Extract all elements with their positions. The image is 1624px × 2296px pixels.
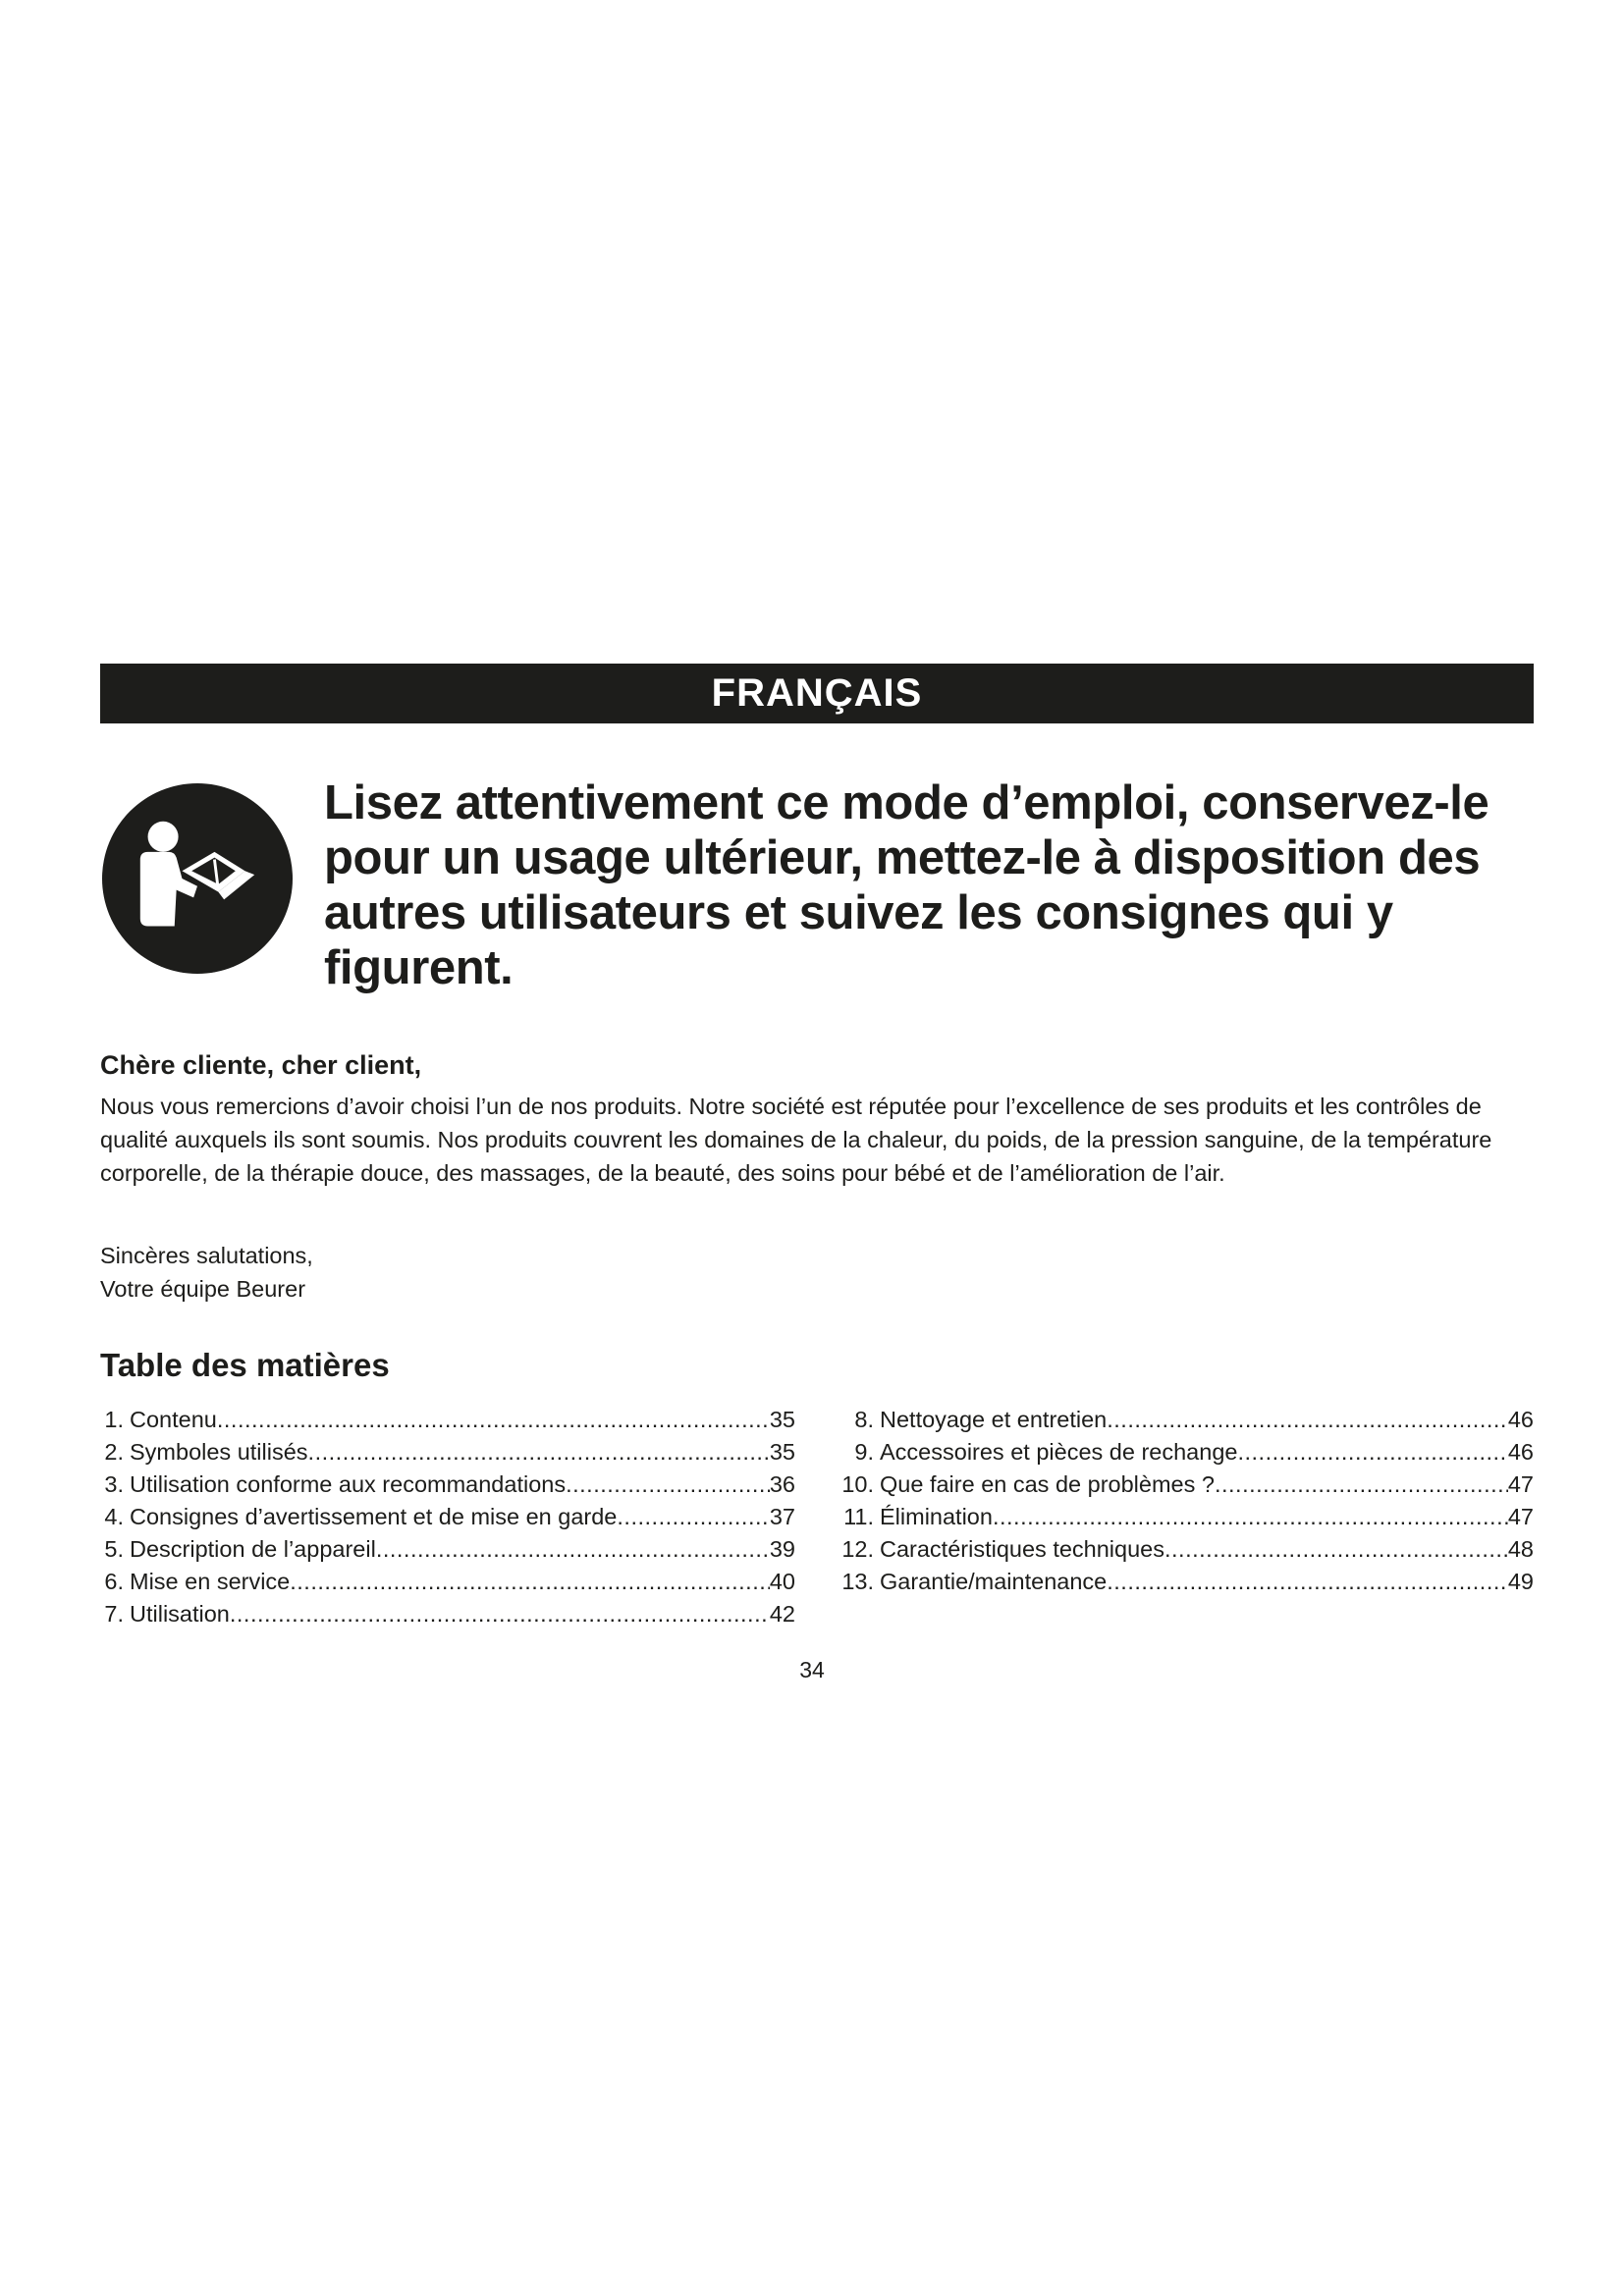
- toc-entry-label: Symboles utilisés: [130, 1439, 308, 1465]
- toc-entry-number: 11.: [843, 1504, 874, 1529]
- toc-entry-page: 35: [769, 1439, 795, 1465]
- toc-entry-page: 48: [1507, 1536, 1534, 1562]
- toc-entry[interactable]: [835, 1404, 1534, 1436]
- toc-entry[interactable]: [100, 1404, 795, 1436]
- toc-entry[interactable]: [100, 1598, 795, 1630]
- language-banner: FRANÇAIS: [100, 664, 1534, 723]
- toc-entry-label: Nettoyage et entretien: [880, 1407, 1108, 1432]
- toc-dot-leader: [376, 1533, 770, 1566]
- toc-entry[interactable]: [100, 1468, 795, 1501]
- toc-dot-leader: [1107, 1566, 1508, 1598]
- toc-dot-leader: [1164, 1533, 1508, 1566]
- toc-dot-leader: [1107, 1404, 1508, 1436]
- toc-entry-number: 12.: [841, 1536, 874, 1562]
- toc-entry-number: 9.: [854, 1439, 874, 1465]
- toc-entry-page: 47: [1507, 1471, 1534, 1497]
- toc-entry-page: 39: [769, 1536, 795, 1562]
- greeting: Chère cliente, cher client,: [100, 1050, 422, 1080]
- intro-paragraph: Nous vous remercions d’avoir choisi l’un de nos produits. Notre société est réputée pour l’excellence de ses produits et les contrôles de qualité auxquels ils sont soumis. Nos produits couvrent les domaines de la chaleur, du poids, de la pression sanguine, de la température corporelle, de la thérapie douce, des massages, de la beauté, des soins pour bébé et de l’amélioration de l’air.: [100, 1094, 1492, 1186]
- toc-dot-leader: [217, 1404, 770, 1436]
- toc-dot-leader: [230, 1598, 770, 1630]
- toc-entry-label: Élimination: [880, 1504, 993, 1529]
- toc-entry-page: 46: [1507, 1439, 1534, 1465]
- toc-dot-leader: [993, 1501, 1508, 1533]
- toc-entry-label: Utilisation: [130, 1601, 230, 1627]
- toc-dot-leader: [1215, 1468, 1508, 1501]
- toc-entry-label: Que faire en cas de problèmes ?: [880, 1471, 1215, 1497]
- toc-right-column: [835, 1404, 1534, 1598]
- toc-entry[interactable]: [100, 1566, 795, 1598]
- toc-entry-number: 4.: [104, 1504, 124, 1529]
- toc-entry-label: Garantie/maintenance: [880, 1569, 1108, 1594]
- page-number: 34: [799, 1657, 825, 1682]
- toc-entry-page: 47: [1507, 1504, 1534, 1529]
- toc-entry-number: 8.: [854, 1407, 874, 1432]
- toc-entry-number: 1.: [104, 1407, 124, 1432]
- toc-entry-label: Consignes d’avertissement et de mise en garde: [130, 1504, 618, 1529]
- closing-signature: Votre équipe Beurer: [100, 1276, 306, 1302]
- toc-entry[interactable]: [835, 1533, 1534, 1566]
- toc-dot-leader: [566, 1468, 770, 1501]
- toc-entry[interactable]: [100, 1501, 795, 1533]
- toc-dot-leader: [290, 1566, 770, 1598]
- toc-title: Table des matières: [100, 1347, 390, 1383]
- toc-entry[interactable]: [100, 1533, 795, 1566]
- toc-entry-number: 6.: [104, 1569, 124, 1594]
- toc-entry-page: 46: [1507, 1407, 1534, 1432]
- toc-entry-label: Utilisation conforme aux recommandations: [130, 1471, 567, 1497]
- toc-entry-number: 7.: [104, 1601, 124, 1627]
- toc-entry[interactable]: [100, 1436, 795, 1468]
- closing: [100, 1239, 886, 1306]
- toc-entry-page: 35: [769, 1407, 795, 1432]
- read-instructions-icon: [102, 783, 293, 974]
- toc-entry-number: 10.: [841, 1471, 874, 1497]
- toc-entry-page: 36: [769, 1471, 795, 1497]
- toc-entry[interactable]: [835, 1501, 1534, 1533]
- toc-entry-number: 2.: [104, 1439, 124, 1465]
- toc-entry-number: 3.: [104, 1471, 124, 1497]
- read-instructions-headline: Lisez attentivement ce mode d’emploi, conservez-le pour un usage ultérieur, mettez-le à disposition des autres utilisateurs et suivez les consignes qui y figurent.: [324, 776, 1489, 994]
- toc-entry-number: 13.: [841, 1569, 874, 1594]
- toc-left-column: [100, 1404, 795, 1630]
- toc-entry-page: 42: [769, 1601, 795, 1627]
- toc-dot-leader: [1237, 1436, 1507, 1468]
- toc-entry-label: Caractéristiques techniques: [880, 1536, 1164, 1562]
- toc-entry-page: 37: [769, 1504, 795, 1529]
- toc-entry-label: Accessoires et pièces de rechange: [880, 1439, 1238, 1465]
- toc-entry-page: 40: [769, 1569, 795, 1594]
- toc-dot-leader: [308, 1436, 770, 1468]
- toc-entry[interactable]: [835, 1436, 1534, 1468]
- toc-entry-number: 5.: [104, 1536, 124, 1562]
- toc-entry-label: Contenu: [130, 1407, 217, 1432]
- toc-entry[interactable]: [835, 1468, 1534, 1501]
- toc-entry-page: 49: [1507, 1569, 1534, 1594]
- closing-salutation: Sincères salutations,: [100, 1243, 313, 1268]
- toc-entry-label: Mise en service: [130, 1569, 291, 1594]
- toc-entry-label: Description de l’appareil: [130, 1536, 376, 1562]
- toc-dot-leader: [617, 1501, 769, 1533]
- toc-entry[interactable]: [835, 1566, 1534, 1598]
